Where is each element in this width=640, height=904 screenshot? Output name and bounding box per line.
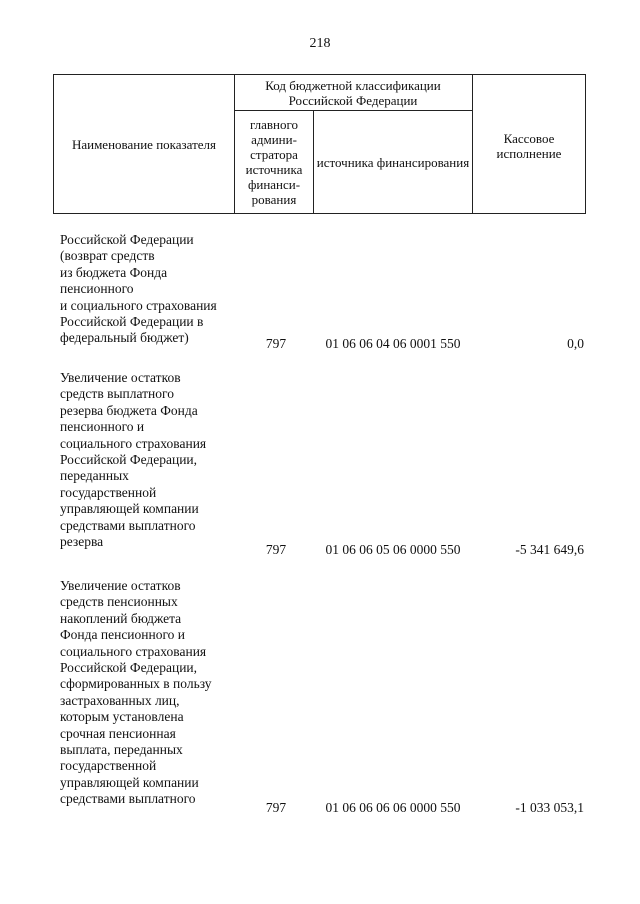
row-name: Увеличение остатков средств пенсионных накоплений бюджета Фонда пенсионного и социального страхования Российской Федерации, сформированных в пользу застрахованных лиц, которым установлена срочная пенсионная выплата, переданных государственной управляющей компании средствами выплатного	[60, 578, 212, 807]
row-name: Увеличение остатков средств выплатного резерва бюджета Фонда пенсионного и социального страхования Российской Федерации, переданных государственной управляющей компании средствами выплатного резерва	[60, 370, 207, 550]
row-source-code: 01 06 06 05 06 0000 550	[325, 542, 461, 557]
header-source: источника финансирования	[316, 154, 470, 170]
header-admin: главного админи-стратора источника финанси-рования	[245, 117, 303, 207]
table-header	[0, 0, 640, 240]
header-name: Наименование показателя	[71, 136, 217, 152]
row-amount: -1 033 053,1	[515, 800, 584, 815]
row-admin-code: 797	[265, 800, 287, 815]
row-admin-code: 797	[265, 542, 287, 557]
row-admin-code: 797	[265, 336, 287, 351]
row-source-code: 01 06 06 04 06 0001 550	[325, 336, 461, 351]
header-code-group: Код бюджетной классификации Российской Федерации	[265, 78, 441, 108]
row-amount: 0,0	[567, 336, 584, 351]
row-amount: -5 341 649,6	[515, 542, 584, 557]
page-number: 218	[309, 36, 331, 51]
row-name: Российской Федерации (возврат средств из бюджета Фонда пенсионного и социального страхования Российской Федерации в федеральный бюджет)	[60, 232, 217, 346]
row-source-code: 01 06 06 06 06 0000 550	[325, 800, 461, 815]
header-execution: Кассовое исполнение	[496, 131, 562, 161]
